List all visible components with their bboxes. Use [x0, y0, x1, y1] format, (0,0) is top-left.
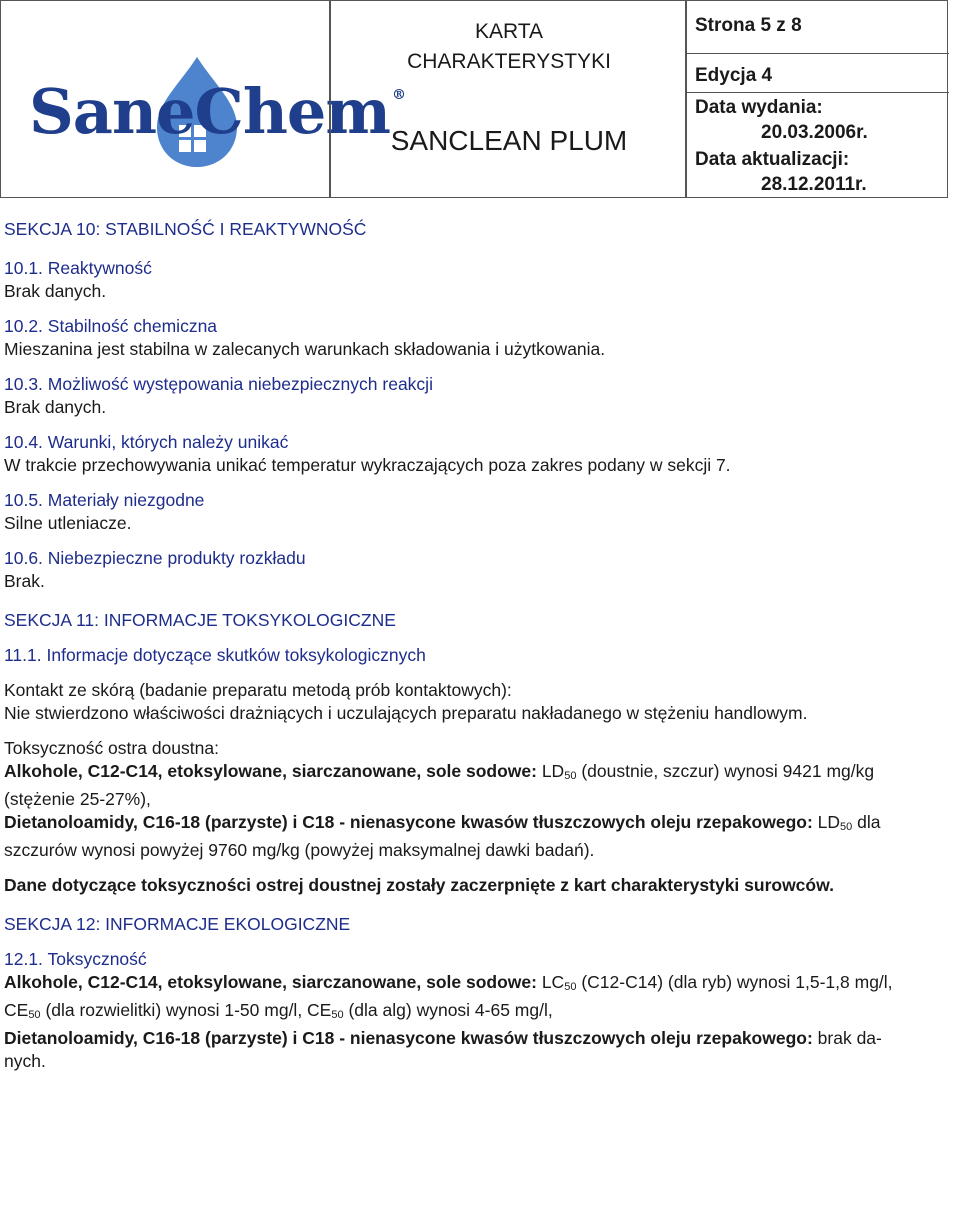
meta-divider: [687, 92, 949, 93]
document-header: [0, 0, 960, 200]
subsection-10-5-title: 10.5. Materiały niezgodne: [4, 490, 205, 510]
eco-component-1-value: (C12-C14) (dla ryb) wynosi 1,5-1,8 mg/l,: [581, 972, 893, 992]
eco-component-2-cont: nych.: [4, 1051, 46, 1071]
issue-date: 20.03.2006r.: [761, 122, 868, 143]
subsection-10-2-text: Mieszanina jest stabilna w zalecanych warunkach składowania i użytkowania.: [4, 339, 606, 359]
subsection-10-4-title: 10.4. Warunki, których należy unikać: [4, 432, 289, 452]
subsection-10-4-text: W trakcie przechowywania unikać temperatur wykraczających poza zakres podany w sekcji 7.: [4, 455, 731, 475]
section-11-heading: SEKCJA 11: INFORMACJE TOKSYKOLOGICZNE: [4, 610, 396, 630]
update-date: 28.12.2011r.: [761, 174, 867, 195]
component-2-value: dla: [857, 812, 881, 832]
update-date-label: Data aktualizacji:: [695, 149, 850, 170]
registered-mark: ®: [391, 87, 405, 103]
skin-contact-text: Nie stwierdzono właściwości drażniących i uczulających preparatu nakładanego w stężeniu handlowym.: [4, 703, 808, 723]
subsection-10-2-title: 10.2. Stabilność chemiczna: [4, 316, 218, 336]
subsection-10-1-text: Brak danych.: [4, 281, 107, 301]
skin-contact-heading: Kontakt ze skórą (badanie preparatu metodą prób kontaktowych):: [4, 680, 512, 700]
eco-component-2-name: Dietanoloamidy, C16-18 (parzyste) i C18 - nienasycone kwasów tłuszczowych oleju rzepakowego:: [4, 1028, 813, 1048]
oral-toxicity-component-2-cont: szczurów wynosi powyżej 9760 mg/kg (powyżej maksymalnej dawki badań).: [4, 840, 595, 860]
oral-toxicity-component-2: [4, 811, 956, 839]
oral-toxicity-component-1: [4, 760, 956, 788]
subsection-10-3-text: Brak danych.: [4, 397, 107, 417]
logo-cell: [0, 0, 405, 198]
document-body: [4, 218, 956, 1073]
oral-toxicity-heading: Toksyczność ostra doustna:: [4, 738, 219, 758]
source-note: Dane dotyczące toksyczności ostrej doustnej zostały zaczerpnięte z kart charakterystyki surowców.: [4, 875, 834, 895]
eco-component-1: [4, 971, 956, 999]
subsection-10-1-title: 10.1. Reaktywność: [4, 258, 152, 278]
subsection-10-3-title: 10.3. Możliwość występowania niebezpiecznych reakcji: [4, 374, 433, 394]
component-1-value: (doustnie, szczur) wynosi 9421 mg/kg: [581, 761, 875, 781]
product-name: SANCLEAN PLUM: [390, 125, 628, 156]
eco-component-1-name: Alkohole, C12-C14, etoksylowane, siarczanowane, sole sodowe:: [4, 972, 537, 992]
subsection-10-5-text: Silne utleniacze.: [4, 513, 132, 533]
subsection-11-1-title: 11.1. Informacje dotyczące skutków toksykologicznych: [4, 645, 426, 665]
subsection-12-1-title: 12.1. Toksyczność: [4, 949, 147, 969]
ld50-label: $LD_{50}$: [541, 761, 577, 782]
subsection-10-6-title: 10.6. Niebezpieczne produkty rozkładu: [4, 548, 306, 568]
document-type: [331, 17, 687, 77]
component-2-name: Dietanoloamidy, C16-18 (parzyste) i C18 - nienasycone kwasów tłuszczowych oleju rzepakowego:: [4, 812, 813, 832]
logo-text: SaneChem: [29, 75, 390, 148]
page-number: Strona 5 z 8: [695, 15, 802, 36]
component-1-name: Alkohole, C12-C14, etoksylowane, siarczanowane, sole sodowe:: [4, 761, 537, 781]
lc50-label: $LC_{50}$: [541, 972, 577, 993]
eco-component-2-value: brak da-: [817, 1028, 882, 1048]
meta-divider: [687, 53, 949, 54]
title-line-2: CHARAKTERYSTYKI: [407, 50, 611, 73]
section-10-heading: SEKCJA 10: STABILNOŚĆ I REAKTYWNOŚĆ: [4, 219, 367, 239]
meta-cell: [686, 0, 948, 198]
issue-date-label: Data wydania:: [695, 97, 823, 118]
eco-component-2: [4, 1027, 956, 1050]
company-logo: [29, 55, 405, 175]
edition: Edycja 4: [695, 65, 773, 86]
ld50-label: $LD_{50}$: [817, 812, 853, 833]
section-12-heading: SEKCJA 12: INFORMACJE EKOLOGICZNE: [4, 914, 351, 934]
oral-toxicity-component-1-cont: (stężenie 25-27%),: [4, 789, 151, 809]
subsection-10-6-text: Brak.: [4, 571, 45, 591]
title-line-1: KARTA: [474, 20, 544, 43]
title-cell: [330, 0, 686, 198]
eco-component-1-cont: $CE_{50}$ (dla rozwielitki) wynosi 1-50 mg/l, $CE_{50}$ (dla alg) wynosi 4-65 mg/l,: [4, 1000, 553, 1021]
